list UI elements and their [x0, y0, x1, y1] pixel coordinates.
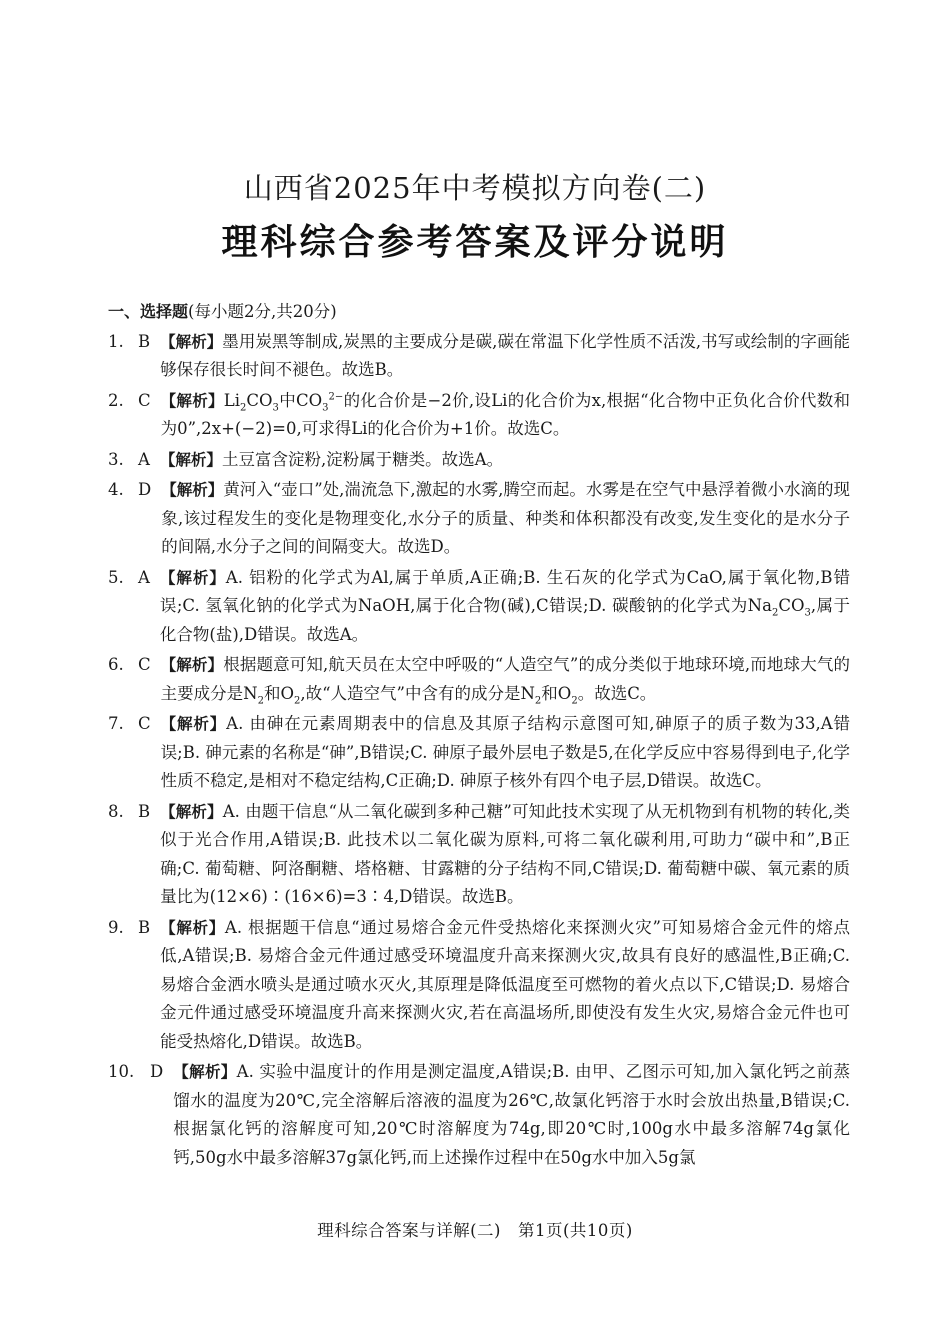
answer-item — [108, 914, 850, 1057]
answer-item — [108, 1058, 850, 1172]
answer-item — [108, 476, 850, 562]
item-answer: D — [138, 480, 152, 499]
item-number: 4. — [108, 480, 124, 499]
item-explanation: 【解析】A. 根据题干信息“通过易熔合金元件受热熔化来探测火灾”可知易熔合金元件的熔点低,A错误;B. 易熔合金元件通过感受环境温度升高来探测火灾,故具有良好的感温性,B正确;C. 易熔合金洒水喷头是通过喷水灭火,其原理是降低温度至可燃物的着火点以下,C错误;D. 易熔合金元件通过感受环境温度升高来探测火灾,若在高温场所,即使没有发生火灾,易熔合金元件也可能受热熔化,D错误。故选B。 — [160, 917, 850, 1051]
item-number: 8. — [108, 801, 124, 821]
item-number: 2. — [108, 390, 124, 410]
item-number: 5. — [108, 567, 124, 587]
item-answer: C — [138, 655, 151, 674]
analysis-tag: 【解析】 — [160, 918, 225, 937]
analysis-tag: 【解析】 — [160, 802, 223, 821]
answer-item — [108, 710, 850, 796]
item-number: 1. — [108, 331, 124, 351]
item-answer: A — [138, 449, 150, 469]
item-explanation: 【解析】黄河入“壶口”处,湍流急下,激起的水雾,腾空而起。水雾是在空气中悬浮着微小水滴的现象,该过程发生的变化是物理变化,水分子的质量、种类和体积都没有改变,发生变化的是水分子的间隔,水分子之间的间隔变大。故选D。 — [161, 480, 850, 556]
analysis-tag: 【解析】 — [160, 656, 224, 674]
answer-item — [108, 798, 850, 912]
item-answer: C — [138, 390, 151, 410]
item-explanation: 【解析】根据题意可知,航天员在太空中呼吸的“人造空气”的成分类似于地球环境,而地球大气的主要成分是$N_2$和$O_2$,故“人造空气”中含有的成分是$N_2$和$O_2$。故选C。 — [160, 655, 850, 706]
item-explanation: 【解析】A. 由题干信息“从二氧化碳到多种己糖”可知此技术实现了从无机物到有机物的转化,类似于光合作用,A错误;B. 此技术以二氧化碳为原料,可将二氧化碳利用,可助力“碳中和”,B正确;C. 葡萄糖、阿洛酮糖、塔格糖、甘露糖的分子结构不同,C错误;D. 葡萄糖中碳、氧元素的质量比为(12×6)∶(16×6)=3∶4,D错误。故选B。 — [160, 801, 850, 906]
answer-item — [108, 446, 850, 475]
analysis-tag: 【解析】 — [159, 568, 226, 587]
analysis-tag: 【解析】 — [173, 1063, 237, 1081]
section-label: 一、选择题 — [108, 302, 189, 321]
answer-item — [108, 387, 850, 444]
item-answer: B — [138, 801, 151, 821]
item-number: 9. — [108, 917, 124, 937]
item-explanation: 【解析】土豆富含淀粉,淀粉属于糖类。故选A。 — [159, 449, 504, 469]
answer-item — [108, 651, 850, 708]
item-answer: B — [138, 331, 151, 351]
analysis-tag: 【解析】 — [160, 332, 223, 351]
answer-content — [108, 298, 850, 1174]
answer-item — [108, 328, 850, 385]
analysis-tag: 【解析】 — [159, 450, 222, 469]
page-footer: 理科综合答案与详解(二) 第1页(共10页) — [317, 1221, 633, 1240]
item-explanation: 【解析】$Li_2CO_3$中$CO_3^{2-}$的化合价是−2价,设Li的化合价为x,根据“化合物中正负化合价代数和为0”,2x+(−2)=0,可求得Li的化合价为+1价。故选C。 — [160, 390, 850, 438]
item-explanation: 【解析】A. 铝粉的化学式为Al,属于单质,A正确;B. 生石灰的化学式为CaO,属于氧化物,B错误;C. 氢氧化钠的化学式为NaOH,属于化合物(碱),C错误;D. 碳酸钠的化学式为$Na_2CO_3$,属于化合物(盐),D错误。故选A。 — [159, 567, 850, 644]
item-number: 10. — [108, 1062, 135, 1081]
answer-item — [108, 564, 850, 650]
item-explanation: 【解析】A. 由砷在元素周期表中的信息及其原子结构示意图可知,砷原子的质子数为33,A错误;B. 砷元素的名称是“砷”,B错误;C. 砷原子最外层电子数是5,在化学反应中容易得到电子,化学性质不稳定,是相对不稳定结构,C正确;D. 砷原子核外有四个电子层,D错误。故选C。 — [160, 714, 850, 790]
item-answer: C — [138, 714, 151, 733]
analysis-tag: 【解析】 — [160, 391, 224, 410]
section-note: (每小题2分,共20分) — [188, 302, 337, 321]
exam-title: 山西省2025年中考模拟方向卷(二) — [243, 171, 707, 205]
answer-key-title: 理科综合参考答案及评分说明 — [221, 222, 729, 263]
item-number: 6. — [108, 655, 124, 674]
item-number: 7. — [108, 714, 124, 733]
analysis-tag: 【解析】 — [161, 481, 224, 499]
section-heading — [108, 298, 850, 327]
item-answer: D — [150, 1062, 164, 1081]
item-number: 3. — [108, 449, 124, 469]
item-explanation: 【解析】墨用炭黑等制成,炭黑的主要成分是碳,碳在常温下化学性质不活泼,书写或绘制的字画能够保存很长时间不褪色。故选B。 — [160, 331, 850, 379]
item-answer: B — [138, 917, 151, 937]
analysis-tag: 【解析】 — [160, 715, 227, 733]
item-answer: A — [138, 567, 150, 587]
item-explanation: 【解析】A. 实验中温度计的作用是测定温度,A错误;B. 由甲、乙图示可知,加入氯化钙之前蒸馏水的温度为20℃,完全溶解后溶液的温度为26℃,故氯化钙溶于水时会放出热量,B错误;C. 根据氯化钙的溶解度可知,20℃时溶解度为74g,即20℃时,100g水中最多溶解74g氯化钙,50g水中最多溶解37g氯化钙,而上述操作过程中在50g水中加入5g氯 — [173, 1062, 850, 1167]
